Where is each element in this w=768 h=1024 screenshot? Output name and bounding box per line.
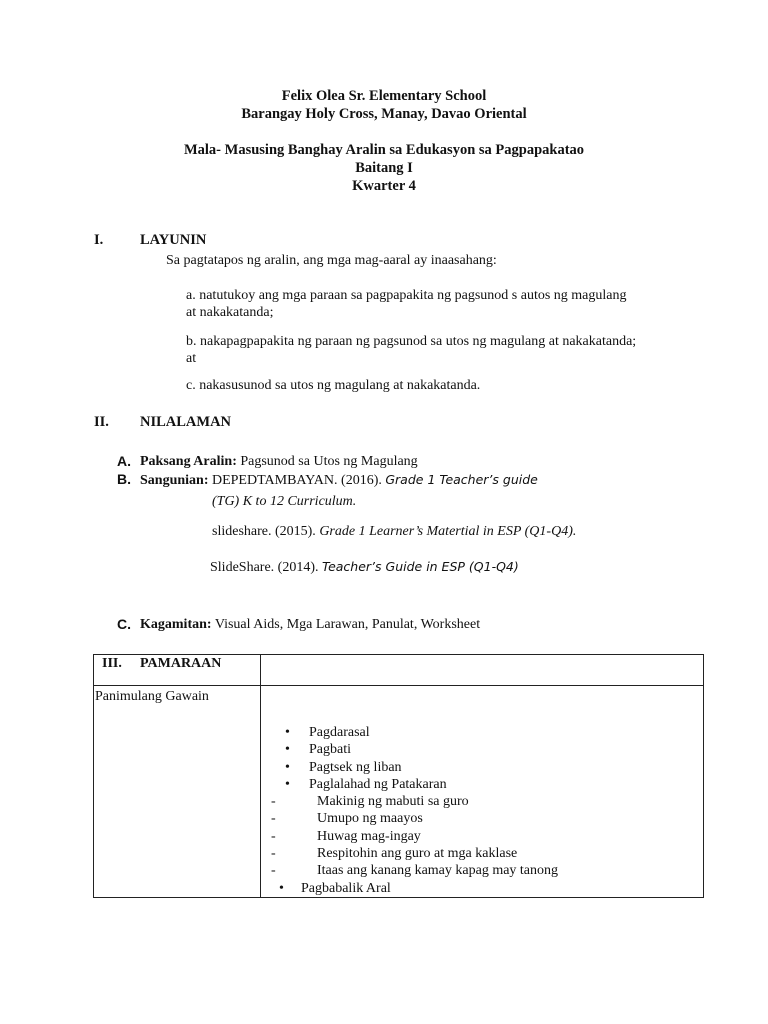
activity-list <box>261 724 703 897</box>
objective-a-line2: at nakakatanda; <box>186 305 274 320</box>
objective-a-line1: a. natutukoy ang mga paraan sa pagpapakita ng pagsunod s autos ng magulang <box>186 288 627 303</box>
plan-title: Mala- Masusing Banghay Aralin sa Edukasyon sa Pagpapakatao <box>183 142 585 158</box>
objective-c-line1: c. nakasusunod sa utos ng magulang at nakakatanda. <box>186 378 481 393</box>
table-header-cell <box>94 655 261 686</box>
dash-mark: - <box>271 811 276 827</box>
section-2-number: II. <box>94 414 109 430</box>
bullet-mark: • <box>279 880 284 896</box>
subsection-c-label: Kagamitan: <box>140 617 212 632</box>
section-3-number: III. <box>102 656 122 671</box>
list-item-text: Umupo ng maayos <box>317 811 423 827</box>
section-1-number: I. <box>94 232 104 248</box>
list-item-text: Paglalahad ng Patakaran <box>309 776 447 792</box>
subsection-c <box>140 616 480 633</box>
subsection-b-letter: B. <box>117 471 131 487</box>
list-item <box>261 828 703 845</box>
list-item <box>261 862 703 879</box>
subsection-a <box>140 453 418 470</box>
row-content-cell <box>261 686 704 898</box>
list-item-text: Pagbati <box>309 742 351 758</box>
school-address: Barangay Holy Cross, Manay, Davao Oriental <box>241 106 527 122</box>
list-item-text: Pagbabalik Aral <box>301 880 391 896</box>
list-item <box>261 724 703 741</box>
quarter: Kwarter 4 <box>352 178 416 194</box>
reference-1-continuation: (TG) K to 12 Curriculum. <box>212 494 357 509</box>
subsection-b-label: Sangunian: <box>140 473 209 488</box>
section-3-title: PAMARAAN <box>140 656 222 671</box>
list-item <box>261 741 703 758</box>
list-item-text: Respitohin ang guro at mga kaklase <box>317 846 518 862</box>
subsection-c-value: Visual Aids, Mga Larawan, Panulat, Worksheet <box>214 617 481 632</box>
reference-3-title: Teacher’s Guide in ESP (Q1-Q4) <box>321 559 519 574</box>
dash-mark: - <box>271 863 276 879</box>
bullet-mark: • <box>285 759 290 775</box>
list-item-text: Pagtsek ng liban <box>309 759 402 775</box>
subsection-a-label: Paksang Aralin: <box>140 454 237 469</box>
list-item-text: Pagdarasal <box>309 725 370 740</box>
bullet-mark: • <box>285 742 290 758</box>
list-item <box>261 810 703 827</box>
grade-level: Baitang I <box>355 160 413 176</box>
subsection-a-letter: A. <box>117 453 131 469</box>
section-2-title: NILALAMAN <box>140 414 232 430</box>
list-item <box>261 793 703 810</box>
bullet-mark: • <box>285 776 290 792</box>
reference-1 <box>140 471 538 489</box>
objectives-intro: Sa pagtatapos ng aralin, ang mga mag-aaral ay inaasahang: <box>166 253 497 268</box>
table-row <box>94 686 704 898</box>
school-name: Felix Olea Sr. Elementary School <box>281 88 487 104</box>
list-item <box>261 845 703 862</box>
list-item <box>261 880 703 897</box>
dash-mark: - <box>271 828 276 844</box>
list-item <box>261 759 703 776</box>
subsection-c-letter: C. <box>117 616 131 632</box>
list-item <box>261 776 703 793</box>
reference-3 <box>210 558 519 576</box>
dash-mark: - <box>271 846 276 862</box>
objective-b-line2: at <box>186 351 197 366</box>
reference-1-source: DEPEDTAMBAYAN. (2016). <box>211 473 382 488</box>
list-item-text: Makinig ng mabuti sa guro <box>317 794 469 810</box>
reference-2-title: Grade 1 Learner’s Matertial in ESP (Q1-Q4). <box>319 524 577 539</box>
list-item-text: Itaas ang kanang kamay kapag may tanong <box>317 863 559 879</box>
reference-3-source: SlideShare. (2014). <box>210 560 319 575</box>
section-1-title: LAYUNIN <box>140 232 207 248</box>
dash-mark: - <box>271 794 276 810</box>
table-header-empty-cell <box>261 655 704 686</box>
reference-2 <box>212 523 576 540</box>
objective-b-line1: b. nakapagpapakita ng paraan ng pagsunod sa utos ng magulang at nakakatanda; <box>186 334 637 349</box>
subsection-a-value: Pagsunod sa Utos ng Magulang <box>240 454 418 469</box>
bullet-mark: • <box>285 725 290 740</box>
table-header-row <box>94 655 704 686</box>
reference-2-source: slideshare. (2015). <box>212 524 316 539</box>
reference-1-title: Grade 1 Teacher’s guide <box>385 472 538 487</box>
row-label-cell <box>94 686 261 898</box>
list-item-text: Huwag mag-ingay <box>317 828 421 844</box>
row-label: Panimulang Gawain <box>95 689 209 704</box>
procedure-table <box>93 654 704 898</box>
